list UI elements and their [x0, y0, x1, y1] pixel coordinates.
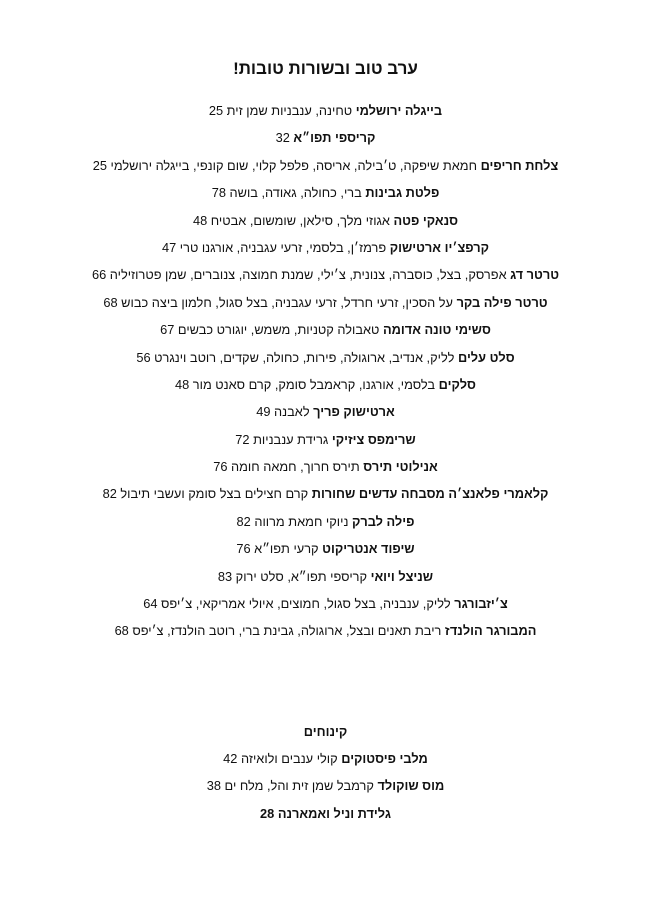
- item-description: אגוזי מלך, סילאן, שומשום, אבטיח: [210, 212, 390, 228]
- menu-item: [0, 375, 651, 402]
- menu-item: [0, 101, 651, 128]
- item-description: לליק, ענבניה, בצל סגול, חמוצים, איולי אמריקאי, צ׳יפס: [161, 596, 451, 612]
- item-price: 25: [208, 103, 224, 118]
- dessert-item: [0, 749, 651, 776]
- item-description: קולי ענבים ולואיזה: [240, 751, 338, 766]
- item-price: 56: [136, 349, 151, 365]
- item-description: תירס חרוך, חמאה חומה: [231, 459, 360, 475]
- menu-item: [0, 512, 651, 539]
- item-description: על הסכין, זרעי חרדל, זרעי עגבניה, בצל סגול, חלמון ביצה כבוש: [121, 294, 453, 310]
- item-name: בייגלה ירושלמי: [355, 103, 443, 118]
- item-price: 82: [236, 513, 251, 529]
- desserts-list: [0, 749, 651, 831]
- item-price: 82: [102, 486, 117, 502]
- item-price: 49: [256, 404, 271, 420]
- item-description: קרם חצילים בצל סומק ועשבי תיבול: [120, 486, 309, 502]
- item-name: טרטר דג: [510, 267, 560, 283]
- item-name: אנילוטי תירס: [363, 459, 438, 475]
- item-price: 38: [206, 778, 221, 794]
- item-price: 66: [91, 267, 107, 283]
- menu-item: [0, 293, 651, 320]
- item-description: לאבנה: [274, 404, 310, 420]
- item-price: 76: [213, 459, 228, 475]
- item-description: ריבת תאנים ובצל, ארוגולה, גבינת ברי, רוטב הולנדז, צ׳יפס: [132, 623, 442, 639]
- item-price: 28: [260, 805, 275, 821]
- item-name: צ׳יזבורגר: [454, 596, 508, 612]
- item-name: שיפוד אנטריקוט: [322, 541, 415, 557]
- item-price: 48: [175, 376, 190, 392]
- menu-item: [0, 457, 651, 484]
- item-price: 76: [236, 541, 251, 557]
- item-description: ברי, כחולה, גאודה, בושה: [229, 185, 362, 201]
- menu-item: [0, 484, 651, 511]
- item-price: 67: [160, 322, 175, 338]
- item-name: מוס שוקולד: [377, 778, 445, 794]
- item-name: שרימפס ציזיקי: [331, 431, 416, 447]
- item-description: טאבולה קטניות, משמש, יוגורט כבשים: [177, 322, 380, 338]
- item-name: צלחת חריפים: [480, 157, 559, 173]
- menu-item: [0, 238, 651, 265]
- item-description: גרידת ענבניות: [253, 431, 329, 447]
- dessert-item: [0, 776, 651, 803]
- item-name: מלבי פיסטוקים: [341, 751, 428, 766]
- item-name: המבורגר הולנדז: [444, 623, 537, 639]
- menu-item: [0, 621, 651, 648]
- item-name: סנאקי פטה: [393, 212, 459, 228]
- menu-item: [0, 539, 651, 566]
- item-name: קריספי תפו״א: [293, 130, 376, 146]
- item-name: פילה לברק: [351, 513, 415, 529]
- menu-item: [0, 265, 651, 292]
- item-price: 83: [217, 568, 233, 584]
- item-price: 78: [211, 185, 226, 201]
- item-price: 25: [92, 157, 107, 173]
- item-description: בלסמי, אורגנו, קראמבל סומק, קרם סאנט מור: [192, 376, 436, 392]
- menu-item: [0, 211, 651, 238]
- item-description: קריספי תפו״א, סלט ירוק: [235, 568, 368, 584]
- item-description: קרעי תפו״א: [254, 541, 319, 557]
- menu-item: [0, 594, 651, 621]
- menu-item: [0, 348, 651, 375]
- item-name: גלידת וניל ואמארנה: [277, 805, 391, 821]
- item-price: 47: [161, 239, 177, 255]
- item-description: פרמז׳ן, בלסמי, זרעי עגבניה, אורגנו טרי: [179, 239, 387, 255]
- item-name: ארטישוק פריך: [313, 404, 395, 420]
- item-description: חמאת שיפקה, ט׳בילה, אריסה, פלפל קלוי, שום קונפי, בייגלה ירושלמי: [110, 157, 478, 173]
- item-name: פלטת גבינות: [365, 185, 440, 201]
- item-price: 68: [114, 623, 129, 639]
- item-description: ניוקי חמאת מרווה: [254, 513, 349, 529]
- item-name: קרפצ׳יו ארטישוק: [389, 239, 489, 255]
- item-price: 42: [223, 751, 238, 766]
- page-title: ערב טוב ובשורות טובות!: [233, 59, 418, 78]
- item-price: 68: [103, 294, 118, 310]
- item-price: 48: [192, 212, 208, 228]
- menu-item: [0, 183, 651, 210]
- item-description: אפרסק, בצל, כוסברה, צנונית, צ׳ילי, שמנת חמוצה, צנוברים, שמן פטרוזיליה: [109, 267, 507, 283]
- menu-item: [0, 402, 651, 429]
- item-description: לליק, אנדיב, ארוגולה, פירות, כחולה, שקדים, רוטב וינגרט: [154, 349, 455, 365]
- menu-item: [0, 430, 651, 457]
- item-price: 64: [143, 596, 158, 612]
- item-name: קלאמרי פלאנצ׳ה מסבחה עדשים שחורות: [311, 486, 549, 502]
- item-name: שניצל ויואי: [370, 568, 434, 584]
- item-price: 72: [235, 431, 250, 447]
- menu-item: [0, 128, 651, 155]
- desserts-section-title: קינוחים: [303, 724, 348, 739]
- item-name: סלקים: [438, 376, 476, 392]
- item-price: 32: [275, 130, 290, 146]
- dessert-item: [0, 804, 651, 831]
- menu-item: [0, 156, 651, 183]
- item-name: סשימי טונה אדומה: [382, 322, 491, 338]
- item-description: טחינה, ענבניות שמן זית: [226, 103, 353, 118]
- menu-item: [0, 320, 651, 347]
- item-description: קרמבל שמן זית והל, מלח ים: [224, 778, 374, 794]
- item-name: סלט עלים: [457, 349, 515, 365]
- item-name: טרטר פילה בקר: [456, 294, 548, 310]
- menu-list: [0, 101, 651, 649]
- menu-item: [0, 567, 651, 594]
